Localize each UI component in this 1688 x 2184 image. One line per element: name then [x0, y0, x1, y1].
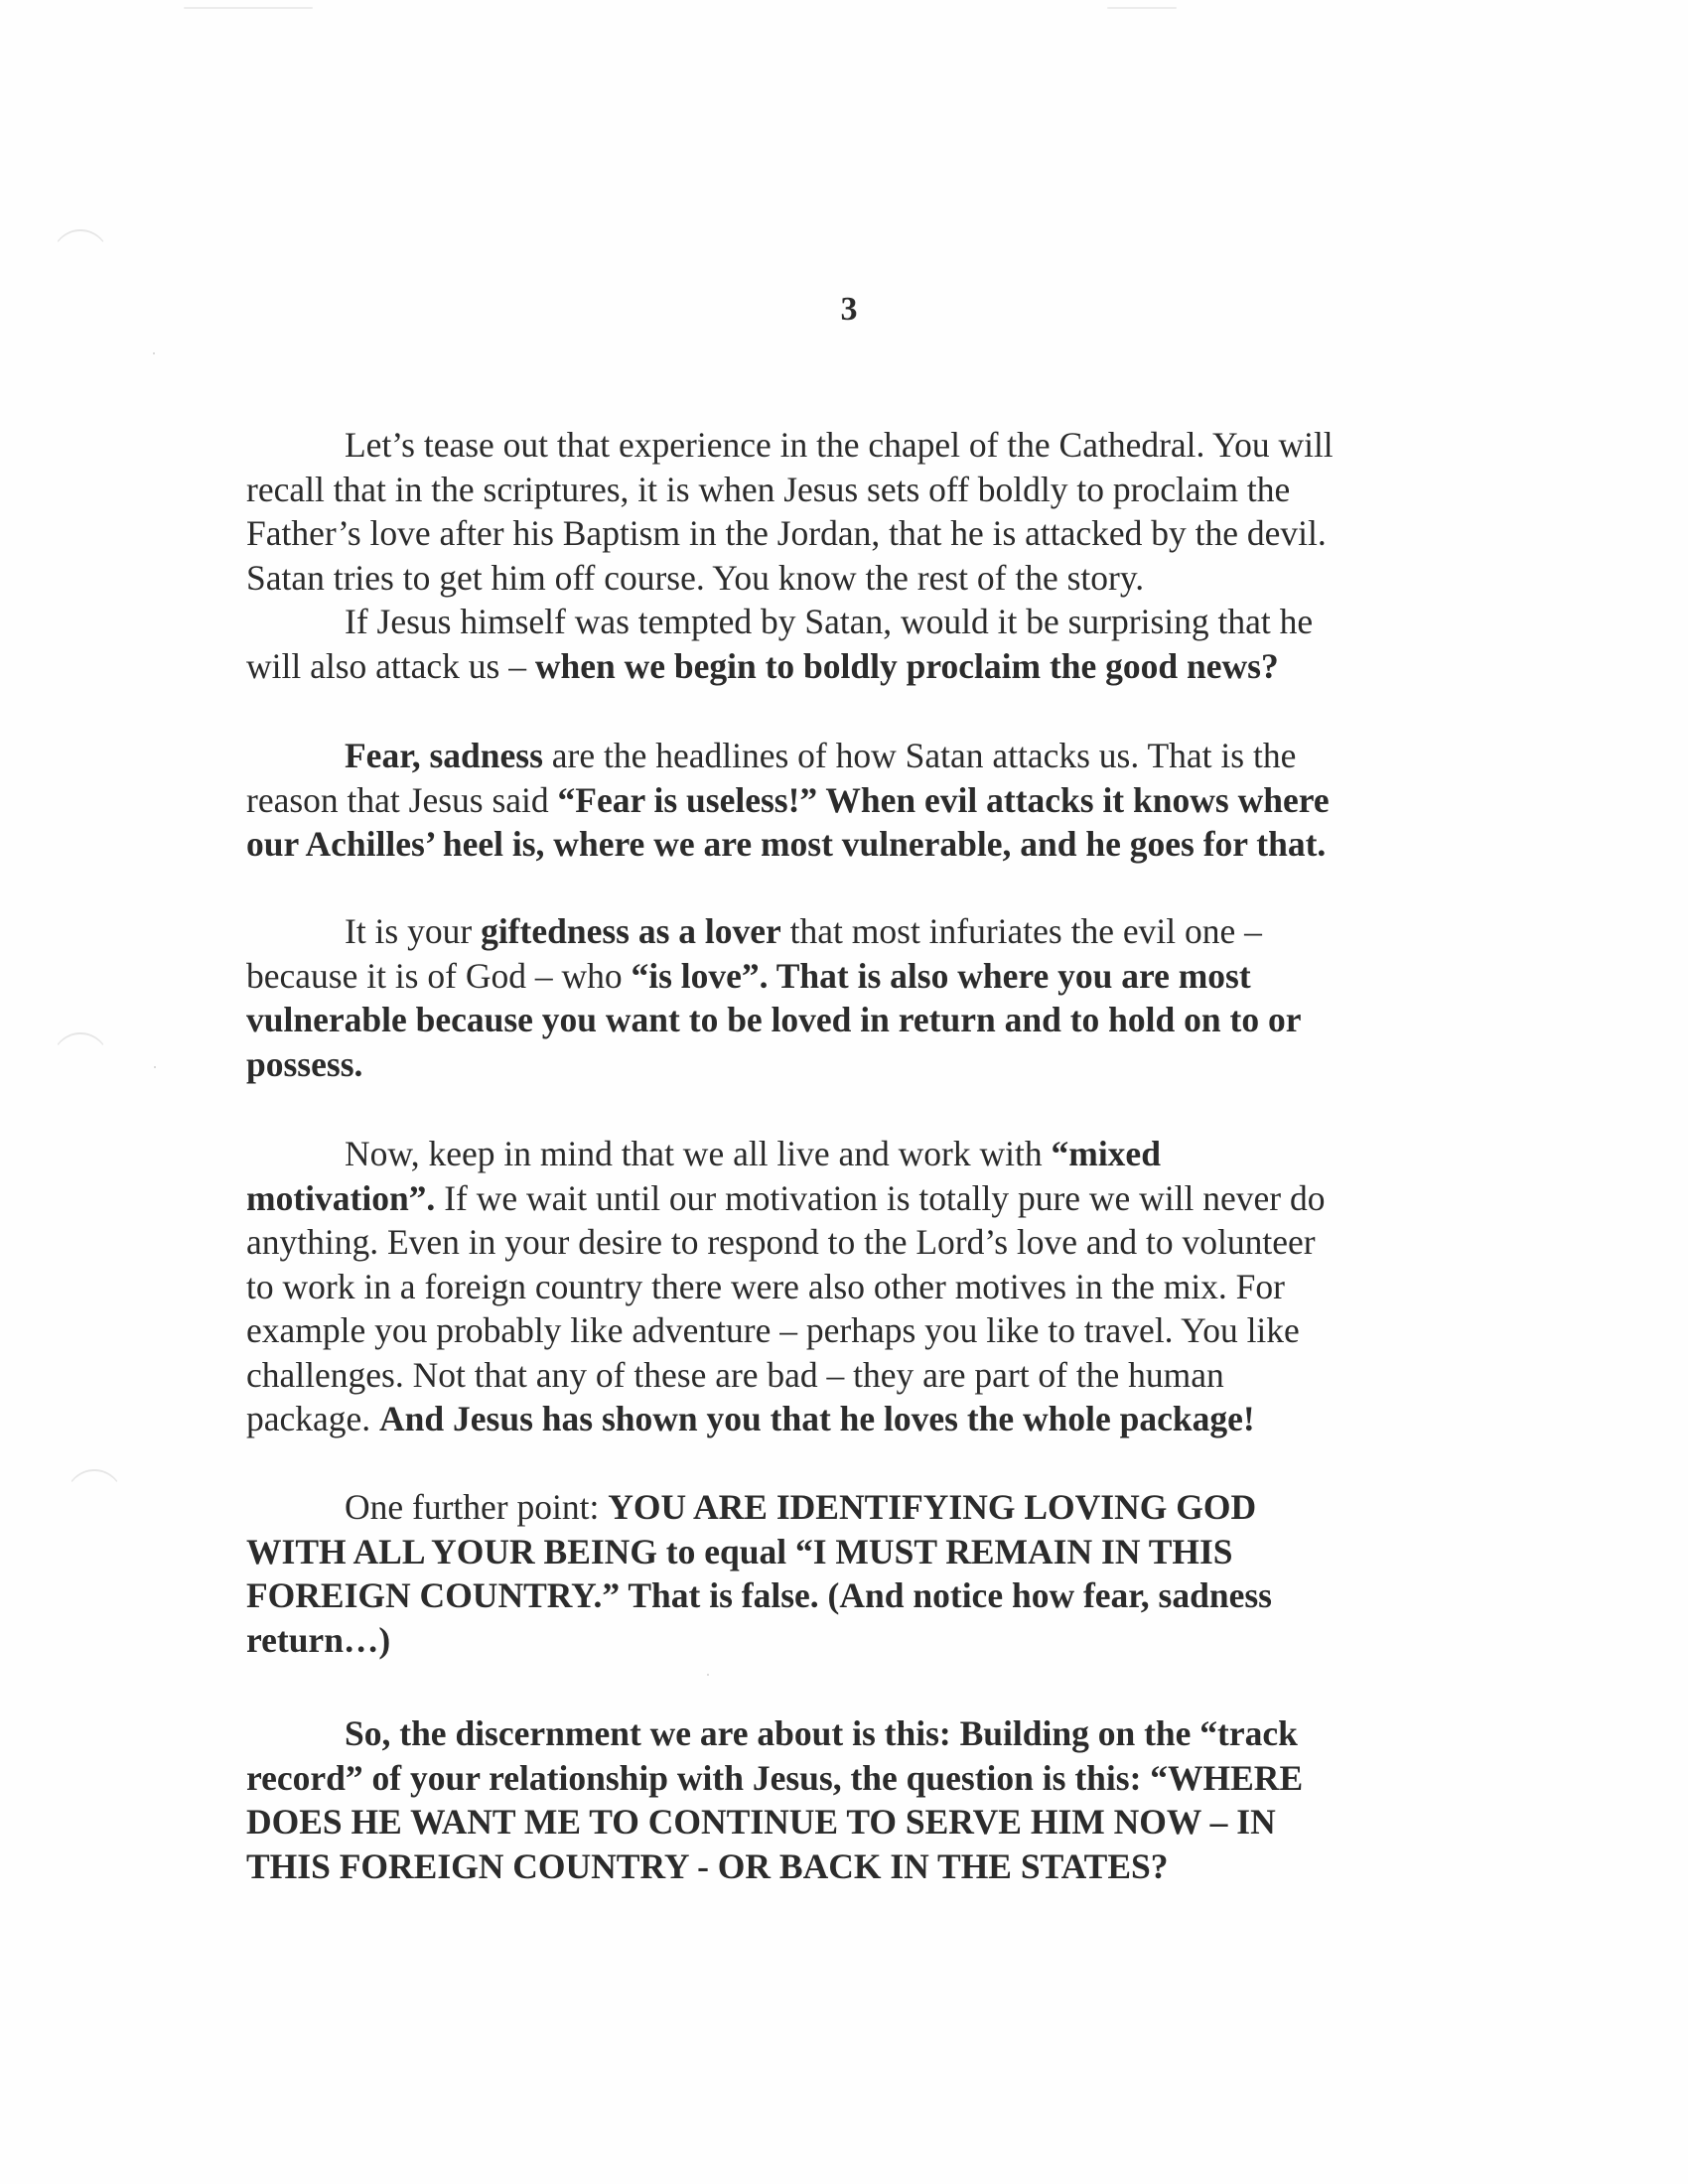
- text-line: [246, 1002, 1301, 1037]
- bold-text: YOU ARE IDENTIFYING LOVING GOD: [608, 1487, 1257, 1527]
- text: that most infuriates the evil one –: [780, 911, 1262, 951]
- text-line: [246, 1312, 1300, 1348]
- text-line: [246, 560, 1144, 596]
- text-line: [246, 515, 1327, 551]
- text: Father’s love after his Baptism in the Jordan, that he is attacked by the devil.: [246, 513, 1327, 553]
- bold-text: “is love”. That is also where you are most: [631, 956, 1251, 996]
- text: If Jesus himself was tempted by Satan, would it be surprising that he: [345, 602, 1314, 641]
- bold-text: record” of your relationship with Jesus, the question is this: “WHERE: [246, 1758, 1304, 1798]
- text-line: [246, 1357, 1224, 1393]
- text-line: [246, 1577, 1272, 1613]
- scan-edge-mark: [1107, 7, 1177, 9]
- text-line: [246, 1534, 1233, 1570]
- bold-text: FOREIGN COUNTRY.” That is false. (And notice how fear, sadness: [246, 1575, 1272, 1615]
- text: Now, keep in mind that we all live and work with: [345, 1134, 1052, 1173]
- bold-text: “mixed: [1051, 1134, 1161, 1173]
- text-line: [345, 1136, 1161, 1171]
- text-line: [246, 1269, 1285, 1304]
- hole-punch-mark: [52, 229, 109, 288]
- text: Let’s tease out that experience in the chapel of the Cathedral. You will: [345, 425, 1334, 465]
- text-line: [246, 472, 1290, 507]
- text-line: [246, 1401, 1255, 1436]
- text: If we wait until our motivation is totally pure we will never do: [435, 1178, 1326, 1218]
- text: will also attack us –: [246, 646, 535, 686]
- text-line: [246, 782, 1330, 818]
- text: are the headlines of how Satan attacks us. That is the: [542, 736, 1297, 775]
- bold-text: DOES HE WANT ME TO CONTINUE TO SERVE HIM NOW – IN: [246, 1802, 1276, 1842]
- text-line: [345, 738, 1296, 773]
- text-line: [246, 1622, 390, 1658]
- text-line: [246, 958, 1251, 994]
- text-line: [246, 1760, 1303, 1796]
- text-line: [246, 1848, 1169, 1884]
- scan-edge-mark: [184, 7, 313, 9]
- scan-speck: [154, 1066, 156, 1068]
- bold-text: vulnerable because you want to be loved in return and to hold on to or: [246, 1000, 1302, 1039]
- bold-text: Fear, sadness: [345, 736, 543, 775]
- bold-text: THIS FOREIGN COUNTRY - OR BACK IN THE STATES?: [246, 1846, 1169, 1886]
- text: recall that in the scriptures, it is when Jesus sets off boldly to proclaim the: [246, 470, 1291, 509]
- text: example you probably like adventure – perhaps you like to travel. You like: [246, 1310, 1300, 1350]
- text-line: [345, 913, 1262, 949]
- text: package.: [246, 1399, 380, 1438]
- text-line: [246, 1804, 1276, 1840]
- text-line: [345, 1489, 1256, 1525]
- scan-speck: [707, 1674, 709, 1676]
- bold-text: when we begin to boldly proclaim the good news?: [534, 646, 1279, 686]
- text-line: [345, 1715, 1298, 1751]
- bold-text: And Jesus has shown you that he loves the whole package!: [379, 1399, 1255, 1438]
- hole-punch-mark: [66, 1469, 123, 1528]
- hole-punch-mark: [52, 1032, 109, 1091]
- text: anything. Even in your desire to respond to the Lord’s love and to volunteer: [246, 1222, 1316, 1262]
- scan-speck: [153, 352, 155, 354]
- text: Satan tries to get him off course. You know the rest of the story.: [246, 558, 1145, 598]
- bold-text: “Fear is useless!” When evil attacks it knows where: [557, 780, 1330, 820]
- text: to work in a foreign country there were also other motives in the mix. For: [246, 1267, 1286, 1306]
- text: because it is of God – who: [246, 956, 632, 996]
- text-line: [345, 604, 1313, 639]
- bold-text: giftedness as a lover: [481, 911, 781, 951]
- text: One further point:: [345, 1487, 609, 1527]
- text-line: [246, 648, 1279, 684]
- text-line: [246, 1046, 362, 1082]
- text: challenges. Not that any of these are bad – they are part of the human: [246, 1355, 1224, 1395]
- text: reason that Jesus said: [246, 780, 558, 820]
- bold-text: motivation”.: [246, 1178, 436, 1218]
- bold-text: So, the discernment we are about is this: Building on the “track: [345, 1713, 1298, 1753]
- page-number: 3: [840, 291, 858, 328]
- bold-text: our Achilles’ heel is, where we are most vulnerable, and he goes for that.: [246, 824, 1327, 864]
- bold-text: possess.: [246, 1044, 363, 1084]
- text-line: [246, 1180, 1326, 1216]
- text-line: [246, 1224, 1316, 1260]
- bold-text: return…): [246, 1620, 391, 1660]
- text-line: [345, 427, 1334, 463]
- text: It is your: [345, 911, 482, 951]
- text-line: [246, 826, 1326, 862]
- bold-text: WITH ALL YOUR BEING to equal “I MUST REMAIN IN THIS: [246, 1532, 1233, 1571]
